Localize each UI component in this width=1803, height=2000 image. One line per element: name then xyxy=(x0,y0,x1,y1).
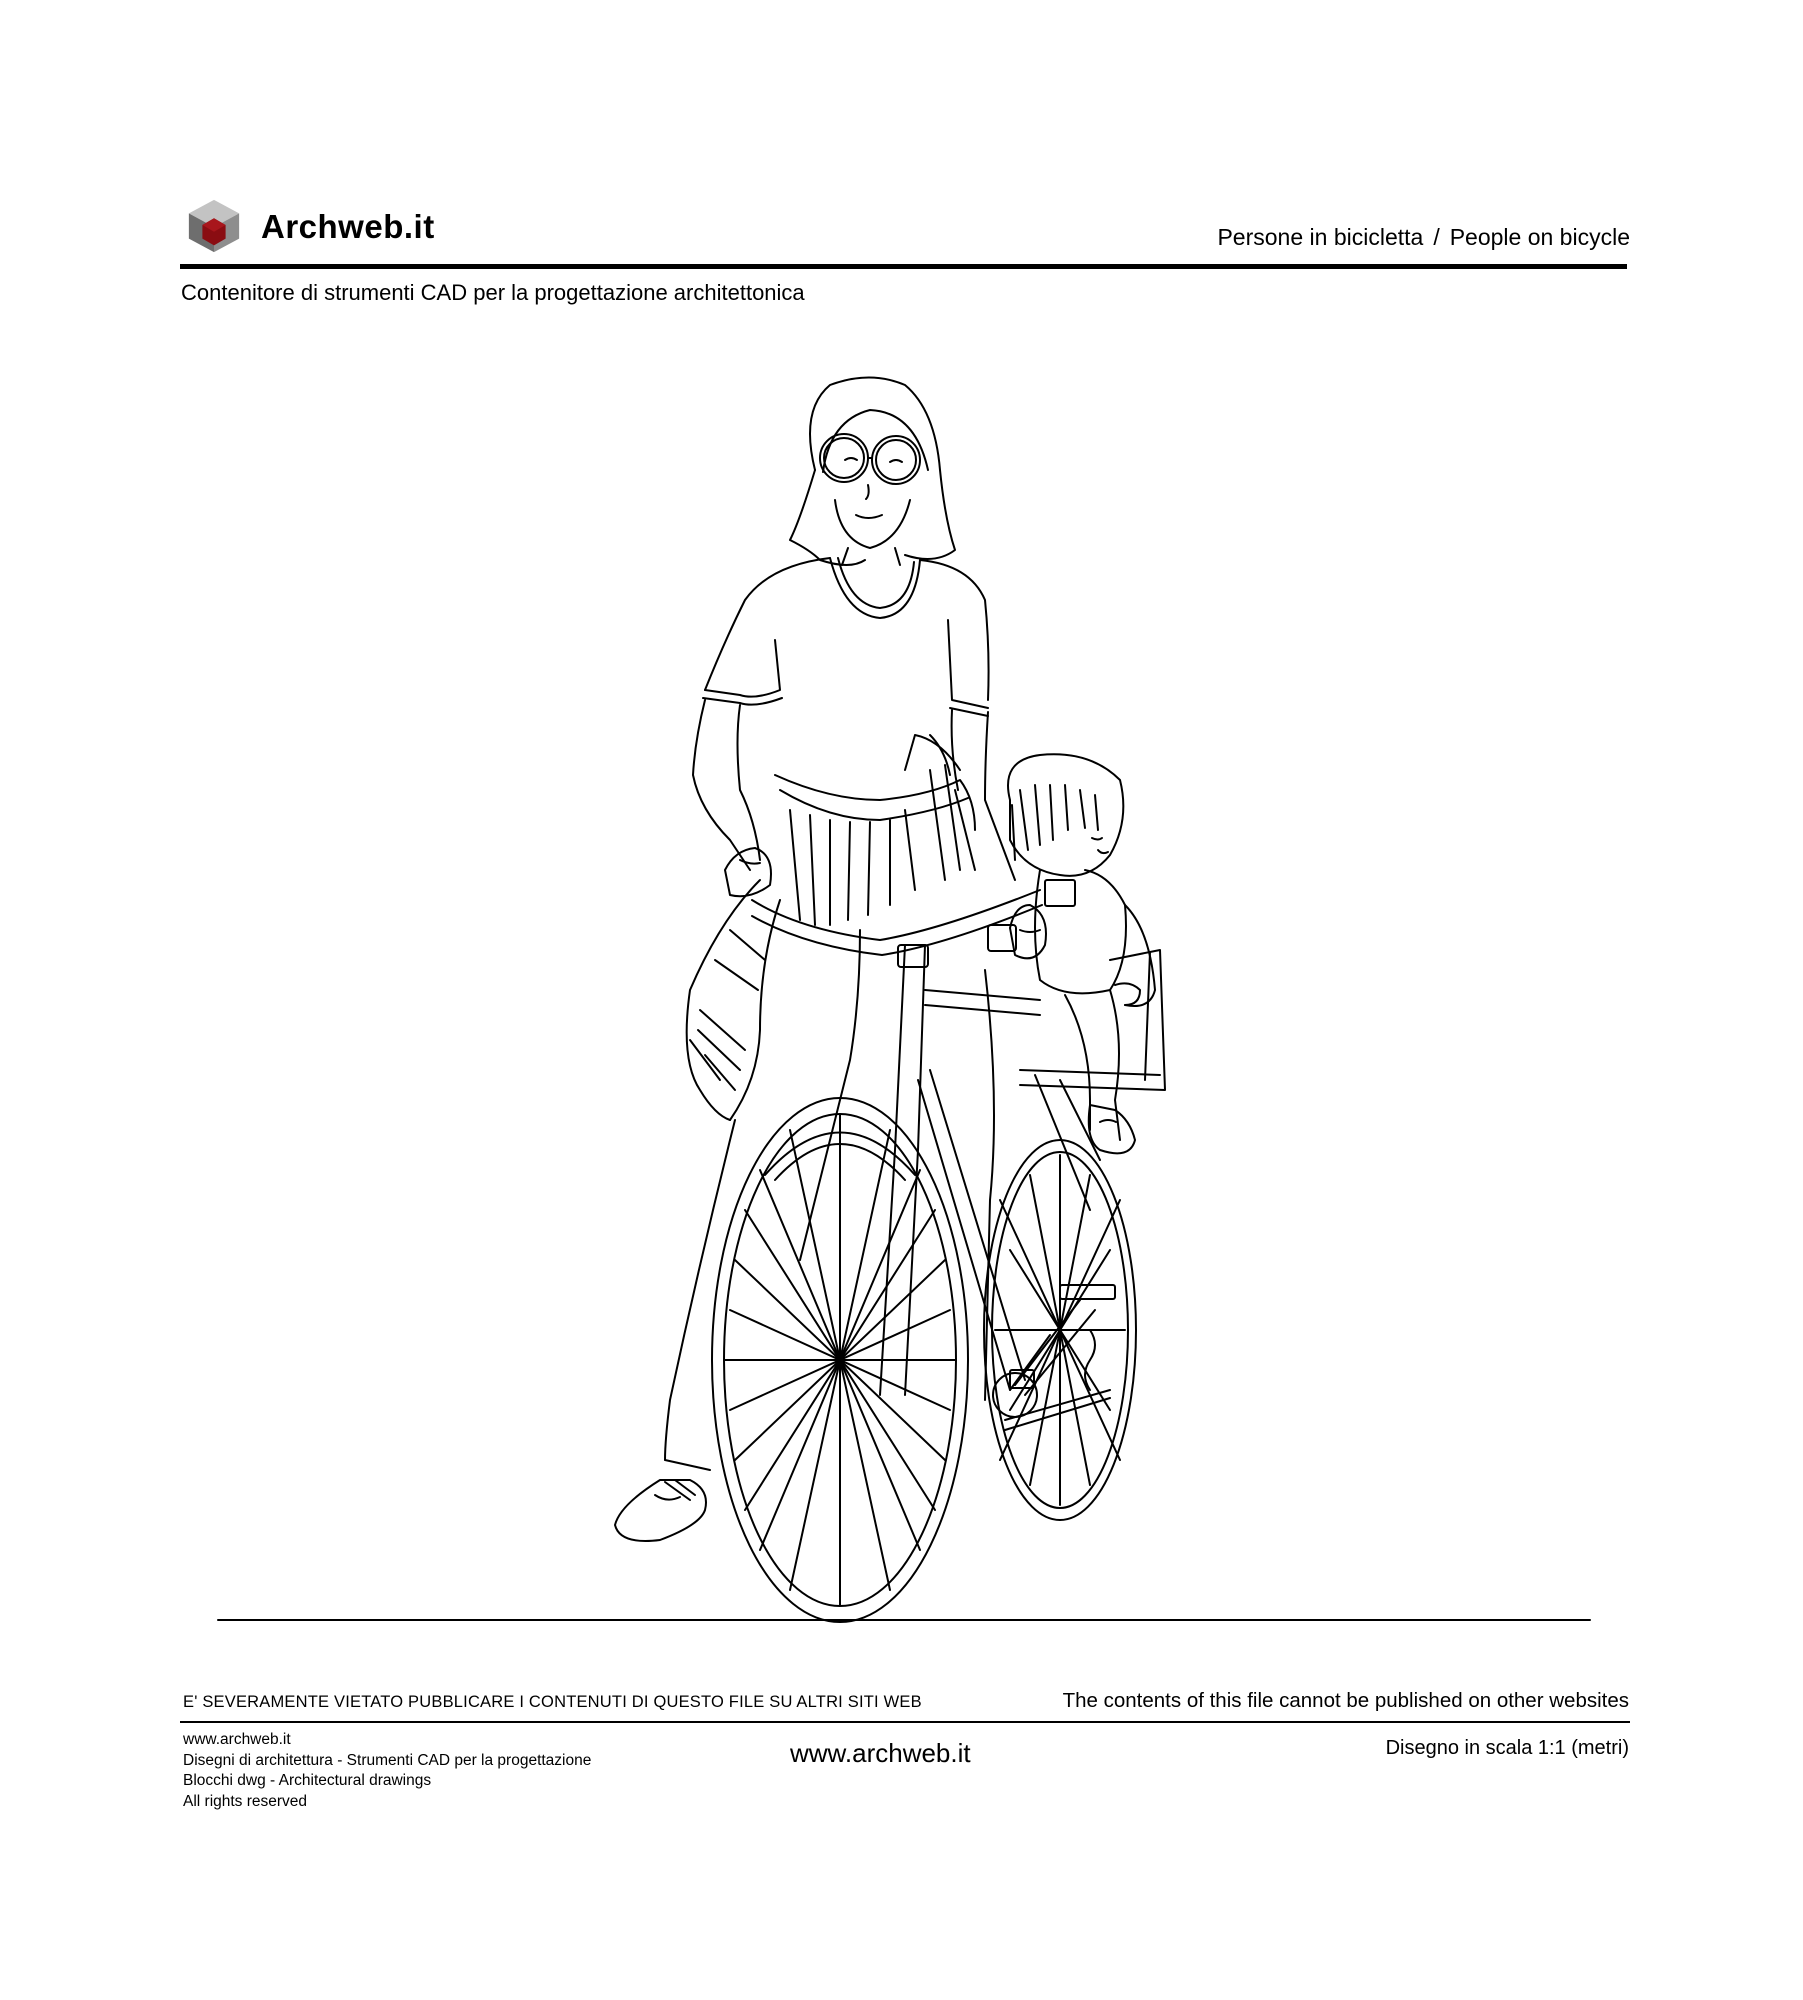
credit-line: Disegni di architettura - Strumenti CAD per la progettazione xyxy=(183,1751,592,1769)
tagline: Contenitore di strumenti CAD per la progettazione architettonica xyxy=(181,280,805,305)
bicycle-frame xyxy=(880,945,1115,1430)
handlebar xyxy=(752,890,1042,955)
credit-line: www.archweb.it xyxy=(183,1731,291,1748)
warning-italian: E' SEVERAMENTE VIETATO PUBBLICARE I CONTENUTI DI QUESTO FILE SU ALTRI SITI WEB xyxy=(183,1693,922,1711)
brand-name: Archweb.it xyxy=(261,207,435,245)
credits-block xyxy=(183,1730,591,1812)
scale-note: Disegno in scala 1:1 (metri) xyxy=(1385,1737,1629,1759)
credit-line: All rights reserved xyxy=(183,1792,308,1810)
credit-line: Blocchi dwg - Architectural drawings xyxy=(183,1772,432,1789)
woman-figure xyxy=(615,378,1046,1542)
front-wheel xyxy=(712,1098,968,1622)
title-english: People on bicycle xyxy=(1449,224,1630,250)
warning-english: The contents of this file cannot be published on other websites xyxy=(1062,1689,1629,1712)
title-separator: / xyxy=(1433,224,1440,250)
child-figure xyxy=(1008,754,1155,1153)
rear-wheel xyxy=(984,1140,1136,1520)
footer-rule xyxy=(180,1721,1630,1723)
title-italian: Persone in bicicletta xyxy=(1217,224,1424,250)
child-seat xyxy=(1020,950,1165,1210)
website-url: www.archweb.it xyxy=(790,1738,971,1768)
